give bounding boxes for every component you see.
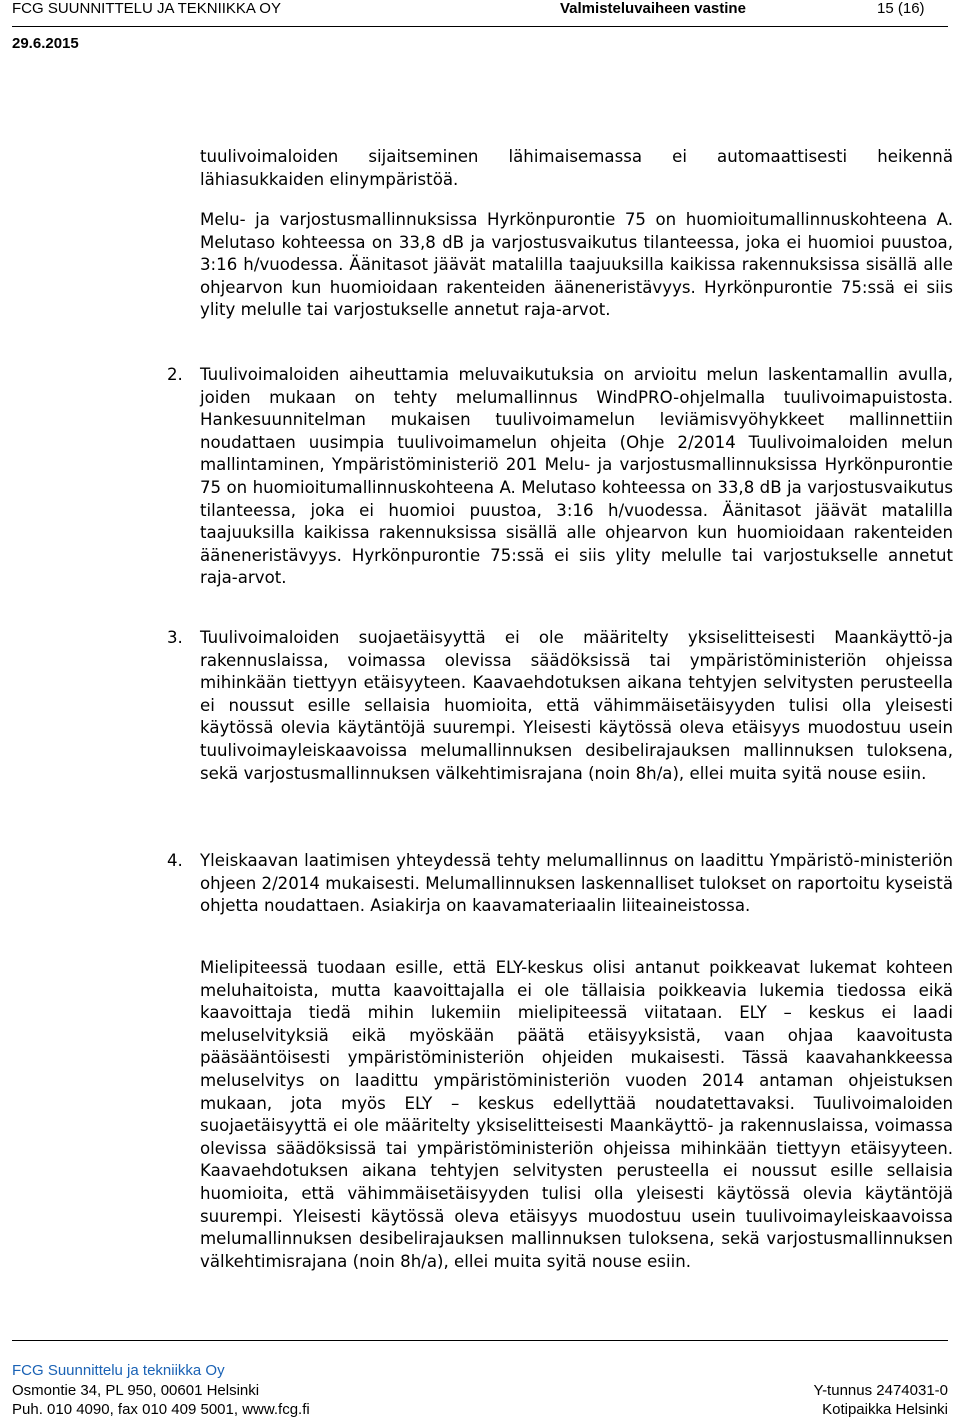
item-4-text: Yleiskaavan laatimisen yhteydessä tehty melumallinnus on laadittu Ympäristö-ministeriön ohjeen 2/2014 mukaisesti. Melumallinnuksen laskennalliset tulokset on raportoitu kyseistä ohjetta noudattaen. Asiakirja on kaavamateriaalin liiteaineistossa. bbox=[200, 851, 953, 916]
paragraph-melu: Melu- ja varjostusmallinnuksissa Hyrkönpurontie 75 on huomioitumallinnuskohteena A. Melutaso kohteessa on 33,8 dB ja varjostusvaikutus tilanteessa, joka ei huomioi puustoa, 3:16 h/vuodessa. Äänitasot jäävät matalilla taajuuksilla kaikissa rakennuksissa sisällä alle ohjearvon kun huomioidaan rakenteiden ääneneristävyys. Hyrkönpurontie 75:ssä ei siis ylity melulle tai varjostukselle annetut raja-arvot. bbox=[200, 210, 953, 320]
item-2-number: 2. bbox=[167, 365, 183, 384]
paragraph-continuation: tuulivoimaloiden sijaitseminen lähimaisemassa ei automaattisesti heikennä lähiasukkaiden elinympäristöä. bbox=[200, 147, 953, 189]
page-number: 15 (16) bbox=[877, 0, 925, 17]
item-4-number: 4. bbox=[167, 851, 183, 870]
footer-address: Osmontie 34, PL 950, 00601 Helsinki bbox=[12, 1382, 260, 1399]
paragraph-mielipide: Mielipiteessä tuodaan esille, että ELY-keskus olisi antanut poikkeavat lukemat kohteen meluhaitoista, mutta kaavoittajalla ei ole tällaisia poikkeavia lukemia tiedossa eikä kaavoittaja tiedä mihin lukemiin mielipiteessä viitataan. ELY – keskus ei laadi meluselvityksiä eikä myöskään päätä etäisyyksistä, vaan ohjaa kaavoitusta pääsääntöisesti ympäristöministeriön ohjeiden mukaisesti. Tässä kaavahankkeessa meluselvitys on laadittu ympäristöministeriön vuoden 2014 antaman ohjeistuksen mukaan, jota myös ELY – keskus edellyttää noudatettavaksi. Tuulivoimaloiden suojaetäisyyttä ei ole määritelty yksiselitteisesti Maankäyttö- ja rakennuslaissa, voimassa olevissa säädöksissä tai ympäristöministeriön ohjeissa mihinkään tiettyyn etäisyyteen. Kaavaehdotuksen aikana tehtyjen selvitysten perusteella ei noussut esille sellaisia huomioita, että vähimmäisetäisyyden tulisi olla yleisesti käytössä olevia käytäntöjä suurempi. Yleisesti käytössä oleva etäisyys muodostuu usein tuulivoimayleiskaavoissa melumallinnuksen desibelirajauksen mallinnuksen tuloksena, sekä varjostusmallinnuksen välkehtimisrajana (noin 8h/a), ellei muita syitä nouse esiin. bbox=[200, 958, 953, 1271]
footer-divider bbox=[12, 1340, 948, 1341]
item-3-text: Tuulivoimaloiden suojaetäisyyttä ei ole määritelty yksiselitteisesti Maankäyttö-ja rakennuslaissa, voimassa olevissa säädöksissä tai ympäristöministeriön ohjeissa mihinkään tiettyyn etäisyyteen. Kaavaehdotuksen aikana tehtyjen selvitysten perusteella ei noussut esille sellaisia huomioita, että vähimmäisetäisyyden tulisi olla yleisesti käytössä olevia käytäntöjä suurempi. Yleisesti käytössä oleva etäisyys muodostuu usein tuulivoimayleiskaavoissa melumallinnuksen desibelirajauksen mallinnuksen tuloksena, sekä varjostusmallinnuksen välkehtimisrajana (noin 8h/a), ellei muita syitä nouse esiin. bbox=[200, 628, 953, 783]
header-company: FCG SUUNNITTELU JA TEKNIIKKA OY bbox=[12, 0, 281, 17]
footer-domicile: Kotipaikka Helsinki bbox=[822, 1401, 948, 1418]
item-3-number: 3. bbox=[167, 628, 183, 647]
header-title: Valmisteluvaiheen vastine bbox=[560, 0, 746, 17]
header-date: 29.6.2015 bbox=[12, 35, 79, 52]
footer-phone: Puh. 010 4090, fax 010 409 5001, www.fcg.fi bbox=[12, 1401, 310, 1418]
header-divider bbox=[12, 26, 948, 27]
item-2-text: Tuulivoimaloiden aiheuttamia meluvaikutuksia on arvioitu melun laskentamallin avulla, joiden mukaan on tehty melumallinnus WindPRO-ohjelmalla tuulivoimapuistosta. Hankesuunnitelman mukaisen tuulivoimamelun leviämisvyöhykkeet mallinnettiin noudattaen uusimpia tuulivoimamelun ohjeita (Ohje 2/2014 Tuulivoimaloiden melun mallintaminen, Ympäristöministeriö 201 Melu- ja varjostusmallinnuksissa Hyrkönpurontie 75 on huomioitumallinnuskohteena A. Melutaso kohteessa on 33,8 dB ja varjostusvaikutus tilanteessa, joka ei huomioi puustoa, 3:16 h/vuodessa. Äänitasot jäävät matalilla taajuuksilla kaikissa rakennuksissa sisällä alle ohjearvon kun huomioidaan rakenteiden ääneneristävyys. Hyrkönpurontie 75:ssä ei siis ylity melulle tai varjostukselle annetut raja-arvot. bbox=[200, 365, 953, 588]
footer-company: FCG Suunnittelu ja tekniikka Oy bbox=[12, 1362, 225, 1379]
footer-business-id: Y-tunnus 2474031-0 bbox=[813, 1382, 948, 1399]
